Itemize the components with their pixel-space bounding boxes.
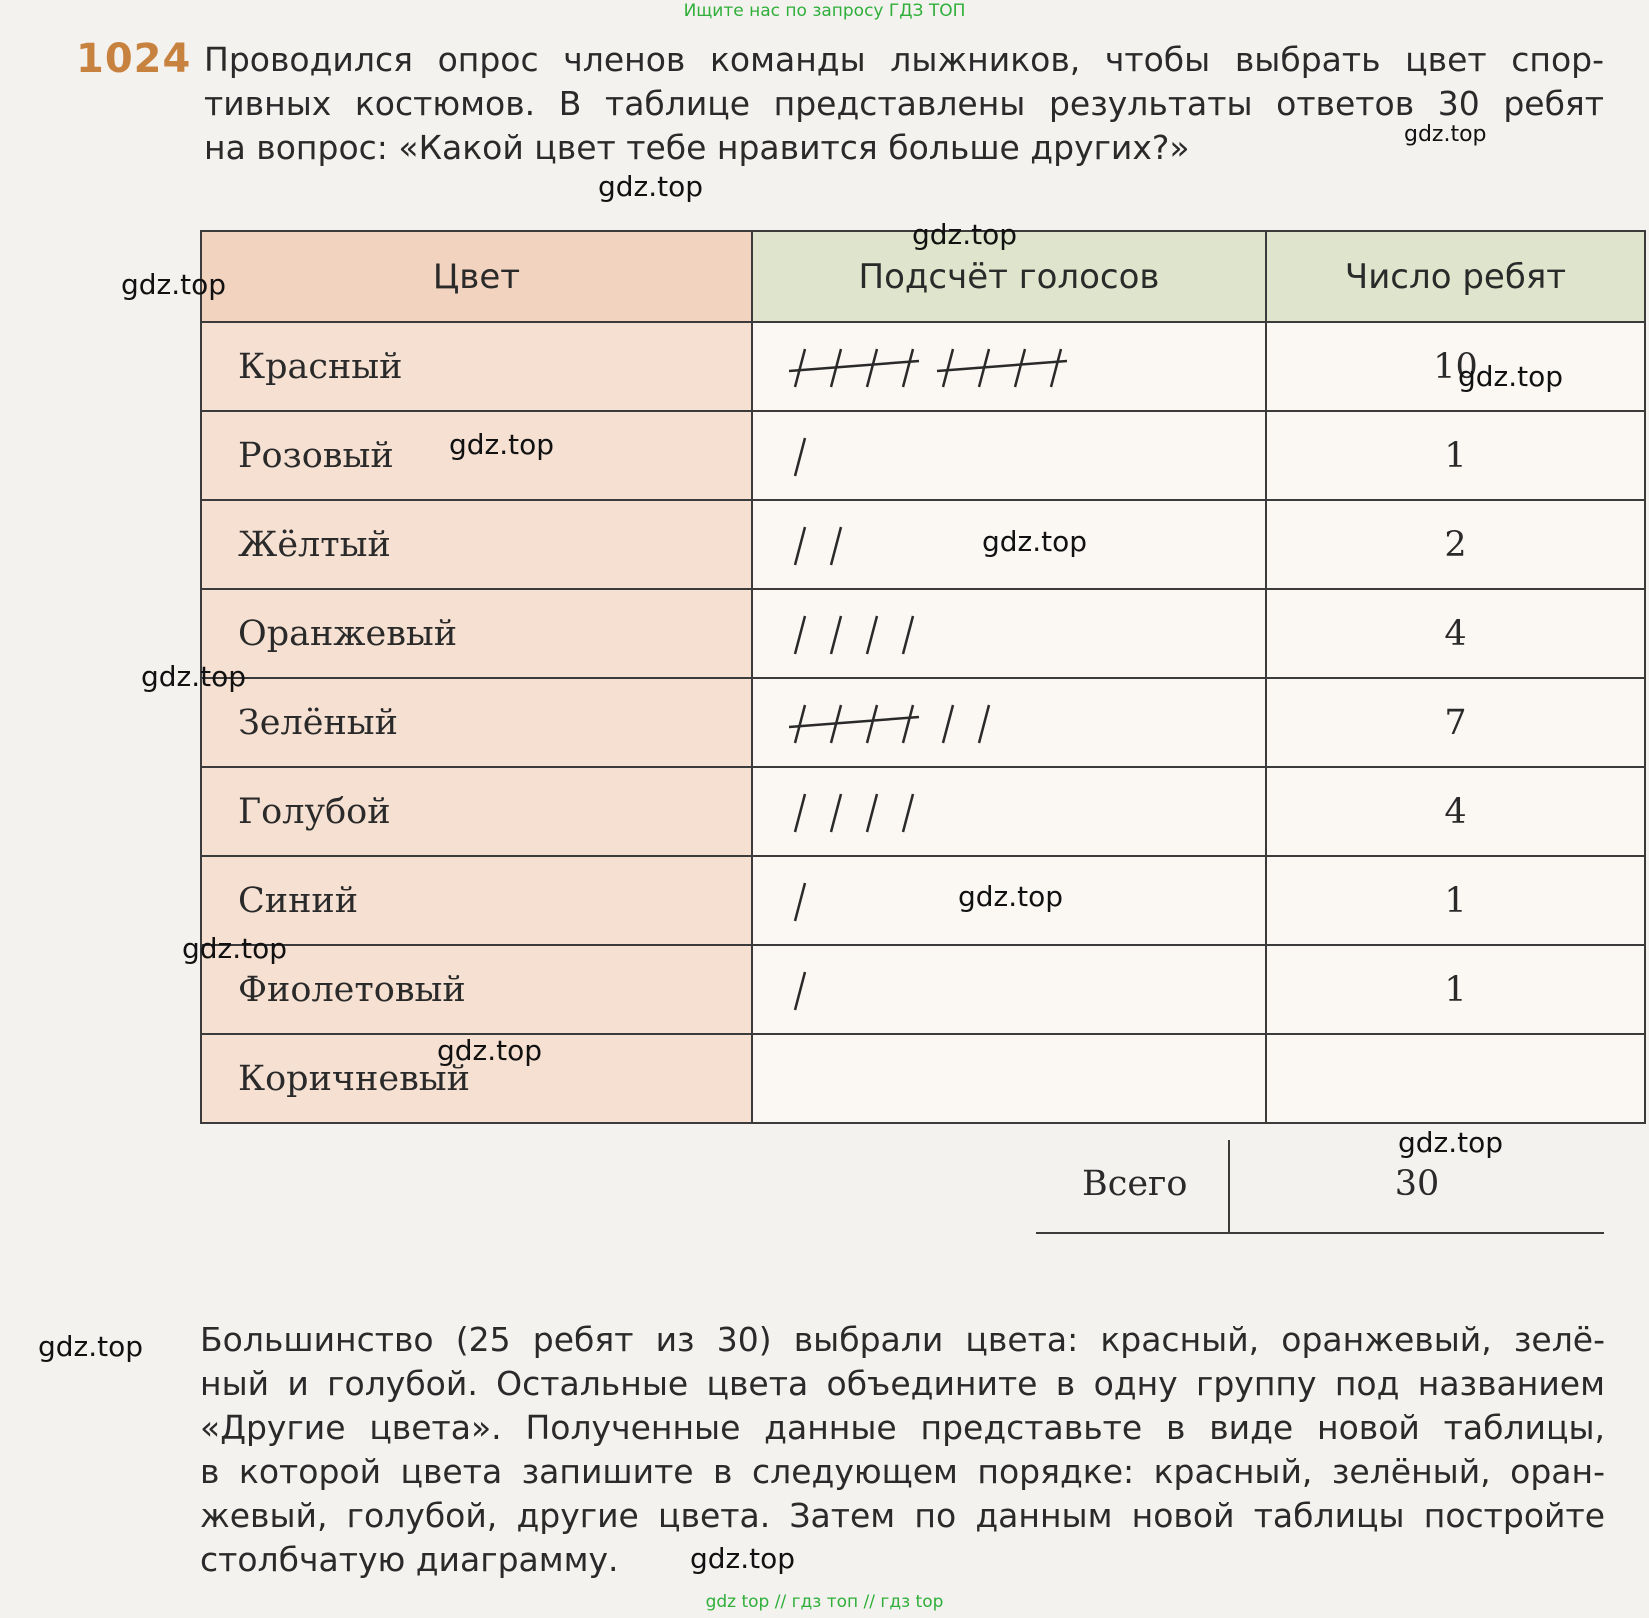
watermark: gdz.top: [121, 268, 227, 301]
problem-text: [204, 38, 1604, 170]
footer: gdz top // гдз топ // гдз top: [705, 1592, 944, 1612]
problem-line: тивных костюмов. В таблице представлены результаты ответов 30 ребят: [204, 84, 1604, 123]
tally-stroke: [831, 794, 841, 832]
tally-stroke: [979, 705, 989, 743]
header-count: Число ребят: [1266, 231, 1645, 322]
top-banner[interactable]: Ищите нас по запросу ГДЗ ТОП: [683, 1, 966, 21]
task-line: ный и голубой. Остальные цвета объедините в одну группу под названием: [200, 1364, 1605, 1403]
tally-stroke: [867, 794, 877, 832]
tally-stroke: [867, 616, 877, 654]
count-cell: 1: [1266, 945, 1645, 1034]
tally-cell: [752, 322, 1266, 411]
table-row: [201, 500, 1645, 589]
total-value: 30: [1394, 1164, 1440, 1204]
watermark: gdz.top: [958, 880, 1064, 913]
color-cell: Голубой: [201, 767, 752, 856]
votes-table: [200, 230, 1646, 1124]
tally-cell: [752, 1034, 1266, 1123]
color-cell: Коричневый: [201, 1034, 752, 1123]
tally-stroke: [795, 349, 805, 387]
table-row: [201, 411, 1645, 500]
count-cell: [1266, 1034, 1645, 1123]
watermark: gdz.top: [598, 170, 704, 203]
tally-stroke: [903, 349, 913, 387]
watermark: gdz.top: [141, 660, 247, 693]
count-cell: 4: [1266, 589, 1645, 678]
count-cell: 1: [1266, 411, 1645, 500]
tally-stroke: [795, 883, 805, 921]
color-cell: Синий: [201, 856, 752, 945]
tally-stroke: [831, 527, 841, 565]
count-cell: 7: [1266, 678, 1645, 767]
tally-marks: [789, 434, 1119, 480]
color-cell: Жёлтый: [201, 500, 752, 589]
table-row: [201, 678, 1645, 767]
tally-stroke: [1015, 349, 1025, 387]
watermark: gdz.top: [1398, 1126, 1504, 1159]
watermark: gdz.top: [449, 428, 555, 461]
task-line: столбчатую диаграмму.: [200, 1540, 619, 1579]
total-label: Всего: [1082, 1164, 1188, 1204]
tally-cell: [752, 411, 1266, 500]
tally-strike: [789, 717, 919, 727]
tally-marks: [789, 701, 1119, 747]
watermark: gdz.top: [1458, 360, 1564, 393]
tally-stroke: [903, 794, 913, 832]
tally-marks: [789, 612, 1119, 658]
tally-marks: [789, 968, 1119, 1014]
tally-marks: [789, 790, 1119, 836]
color-cell: Оранжевый: [201, 589, 752, 678]
task-line: «Другие цвета». Полученные данные представьте в виде новой таблицы,: [200, 1408, 1605, 1447]
tally-cell: [752, 589, 1266, 678]
color-cell: Зелёный: [201, 678, 752, 767]
count-cell: 10: [1266, 322, 1645, 411]
problem-line: Проводился опрос членов команды лыжников, чтобы выбрать цвет спор-: [204, 40, 1604, 79]
tally-cell: [752, 945, 1266, 1034]
tally-stroke: [1051, 349, 1061, 387]
tally-stroke: [795, 794, 805, 832]
header-tally: Подсчёт голосов: [752, 231, 1266, 322]
tally-stroke: [903, 705, 913, 743]
watermark: gdz.top: [182, 932, 288, 965]
watermark: gdz.top: [437, 1034, 543, 1067]
table-row: [201, 1034, 1645, 1123]
tally-stroke: [943, 349, 953, 387]
problem-line: на вопрос: «Какой цвет тебе нравится больше других?»: [204, 128, 1190, 167]
watermark: gdz.top: [690, 1542, 796, 1575]
tally-strike: [789, 361, 919, 371]
tally-marks: [789, 345, 1119, 391]
problem-number: 1024: [76, 36, 192, 82]
tally-stroke: [867, 349, 877, 387]
color-cell: Красный: [201, 322, 752, 411]
tally-stroke: [795, 705, 805, 743]
tally-stroke: [795, 527, 805, 565]
watermark: gdz.top: [38, 1330, 144, 1363]
tally-stroke: [831, 616, 841, 654]
watermark: gdz.top: [912, 218, 1018, 251]
tally-stroke: [943, 705, 953, 743]
tally-cell: [752, 767, 1266, 856]
tally-stroke: [795, 972, 805, 1010]
color-cell: Розовый: [201, 411, 752, 500]
tally-stroke: [795, 438, 805, 476]
watermark: gdz.top: [982, 525, 1088, 558]
tally-stroke: [903, 616, 913, 654]
table-row: [201, 767, 1645, 856]
tally-cell: [752, 678, 1266, 767]
tally-stroke: [867, 705, 877, 743]
count-cell: 4: [1266, 767, 1645, 856]
tally-strike: [937, 361, 1067, 371]
table-row: [201, 589, 1645, 678]
table-row: [201, 322, 1645, 411]
color-cell: Фиолетовый: [201, 945, 752, 1034]
task-text: [200, 1318, 1605, 1582]
task-line: жевый, голубой, другие цвета. Затем по данным новой таблицы постройте: [200, 1496, 1605, 1535]
watermark: gdz.top: [1404, 122, 1487, 147]
count-cell: 1: [1266, 856, 1645, 945]
total-row: [1036, 1140, 1604, 1234]
task-line: Большинство (25 ребят из 30) выбрали цвета: красный, оранжевый, зелё-: [200, 1320, 1605, 1359]
task-line: в которой цвета запишите в следующем порядке: красный, зелёный, оран-: [200, 1452, 1605, 1491]
table-row: [201, 945, 1645, 1034]
table-row: [201, 856, 1645, 945]
tally-stroke: [795, 616, 805, 654]
tally-marks: [789, 879, 1119, 925]
count-cell: 2: [1266, 500, 1645, 589]
header-color: Цвет: [201, 231, 752, 322]
